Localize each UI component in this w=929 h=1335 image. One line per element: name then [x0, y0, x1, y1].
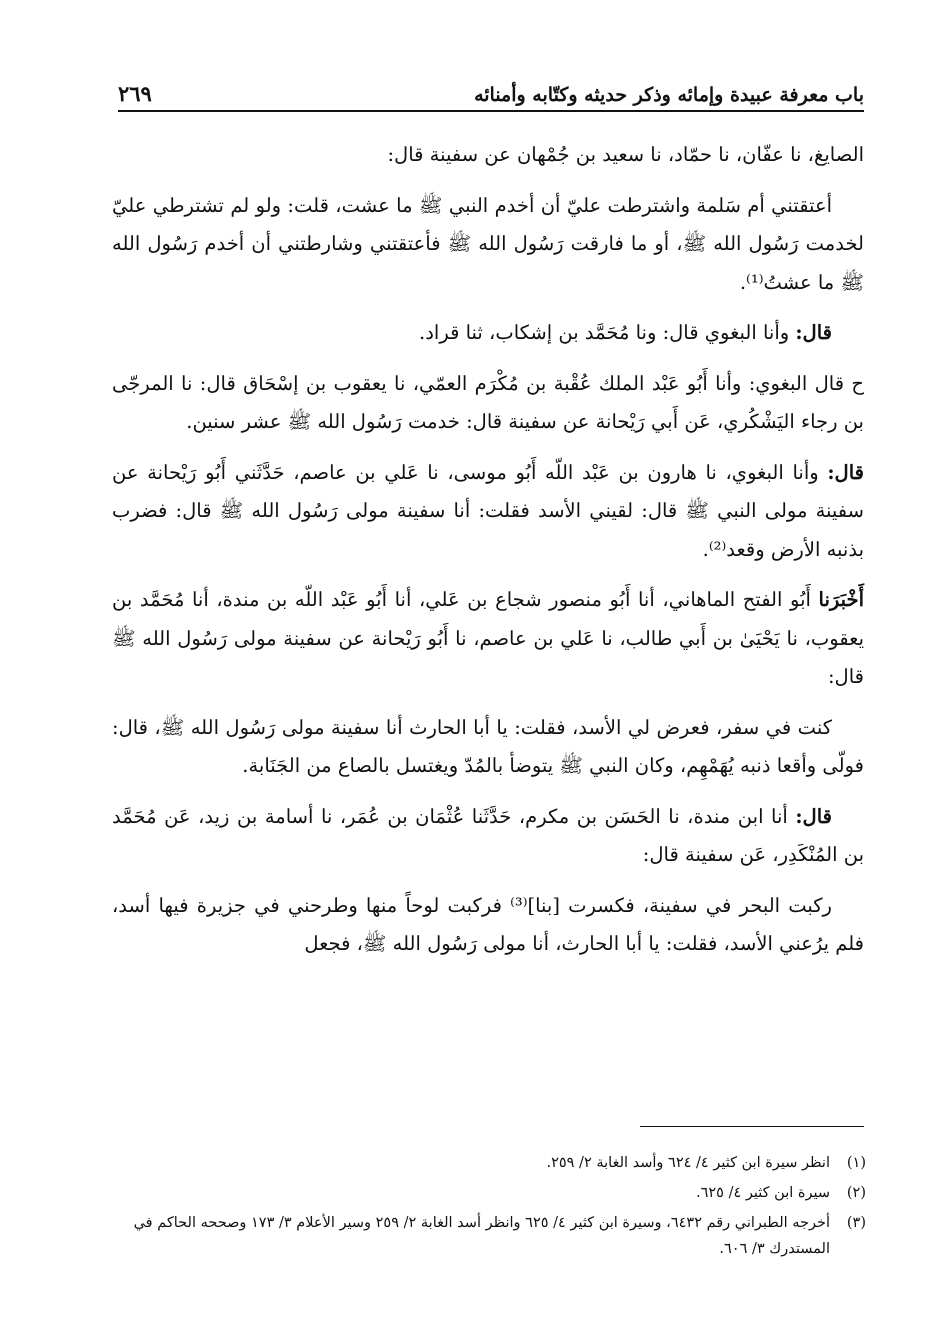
paragraph	[112, 187, 864, 303]
paragraph	[112, 136, 864, 175]
footnote-rule	[640, 1126, 864, 1127]
paragraph	[112, 454, 864, 570]
page-number: ٢٦٩	[118, 81, 152, 106]
paragraph	[112, 581, 864, 697]
footnote	[108, 1150, 866, 1176]
footnote	[108, 1210, 866, 1262]
paragraph-lead: أَخْبَرَنا	[818, 588, 864, 611]
main-text	[112, 136, 864, 976]
paragraph-text: أَبُو الفتح الماهاني، أنا أَبُو منصور شجاع بن عَلي، أنا أَبُو عَبْد اللّه بن مندة، أنا مُحَمَّد بن يعقوب، نا يَحْيَىٰ بن أَبي طالب، نا عَلي بن عاصم، نا أَبُو رَيْحانة عن سفينة مولى رَسُول الله ﷺ قال:	[112, 588, 864, 688]
paragraph-text: ح قال البغوي: وأنا أَبُو عَبْد الملك عُقْبة بن مُكْرَم العمّي، نا يعقوب بن إسْحَاق قال: نا المرجّى بن رجاء اليَشْكُري، عَن أَبي رَيْحانة عن سفينة قال: خدمت رَسُول الله ﷺ عشر سنين.	[112, 371, 864, 433]
paragraph-lead: قال:	[827, 460, 864, 484]
paragraph	[112, 709, 864, 786]
footnote-number: (١)	[846, 1155, 866, 1171]
header-rule	[118, 110, 864, 112]
paragraph-text: وأنا البغوي، نا هارون بن عَبْد اللّه أَبُو موسى، نا عَلي بن عاصم، حَدَّثَني أَبُو رَيْحانة عن سفينة مولى النبي ﷺ قال: لقيني الأسد فقلت: أنا سفينة مولى رَسُول الله ﷺ قال: فضرب بذنبه الأرض وقعد⁽²⁾.	[112, 460, 864, 561]
footnotes	[108, 1150, 866, 1266]
page-header	[118, 66, 864, 106]
paragraph-lead: قال:	[795, 321, 832, 344]
footnote-text: سيرة ابن كثير ٤/ ٦٢٥.	[696, 1185, 830, 1201]
paragraph-text: الصايغ، نا عفّان، نا حمّاد، نا سعيد بن جُمْهان عن سفينة قال:	[387, 143, 864, 166]
paragraph	[112, 365, 864, 442]
paragraph	[112, 887, 864, 964]
footnote	[108, 1180, 866, 1206]
paragraph	[112, 798, 864, 875]
running-title: باب معرفة عبيدة وإمائه وذكر حديثه وكتّابه وأمنائه	[474, 84, 864, 106]
footnote-text: أخرجه الطبراني رقم ٦٤٣٢، وسيرة ابن كثير ٤/ ٦٢٥ وانظر أسد الغابة ٢/ ٢٥٩ وسير الأعلام ٣/ ١٧٣ وصححه الحاكم في المستدرك ٣/ ٦٠٦.	[133, 1215, 830, 1257]
paragraph	[112, 314, 864, 353]
paragraph-text: ركبت البحر في سفينة، فكسرت [بنا]⁽³⁾ فركبت لوحاً منها وطرحني في جزيرة فيها أسد، فلم يرُعني الأسد، فقلت: يا أبا الحارث، أنا مولى رَسُول الله ﷺ، فجعل	[112, 893, 864, 955]
footnote-text: انظر سيرة ابن كثير ٤/ ٦٢٤ وأسد الغابة ٢/ ٢٥٩.	[546, 1155, 830, 1171]
paragraph-text: وأنا البغوي قال: ونا مُحَمَّد بن إشكاب، ثنا قراد.	[419, 321, 796, 344]
footnote-number: (٣)	[846, 1215, 866, 1231]
paragraph-text: أعتقتني أم سَلمة واشترطت عليّ أن أخدم النبي ﷺ ما عشت، قلت: ولو لم تشترطي عليّ لخدمت رَسُول الله ﷺ، أو ما فارقت رَسُول الله ﷺ فأعتقتني وشارطتني أن أخدم رَسُول الله ﷺ ما عشتُ⁽¹⁾.	[112, 193, 864, 294]
paragraph-lead: قال:	[795, 804, 832, 828]
footnote-number: (٢)	[846, 1185, 866, 1201]
paragraph-text: أنا ابن مندة، نا الحَسَن بن مكرم، حَدَّثَنا عُثْمَان بن عُمَر، نا أسامة بن زيد، عَن مُحَمَّد بن المُنْكَدِر، عَن سفينة قال:	[112, 804, 864, 866]
paragraph-text: كنت في سفر، فعرض لي الأسد، فقلت: يا أبا الحارث أنا سفينة مولى رَسُول الله ﷺ، قال: فولّى وأقعا ذنبه يُهَمْهِم، وكان النبي ﷺ يتوضأ بالمُدّ ويغتسل بالصاع من الجَنَابة.	[112, 715, 864, 777]
